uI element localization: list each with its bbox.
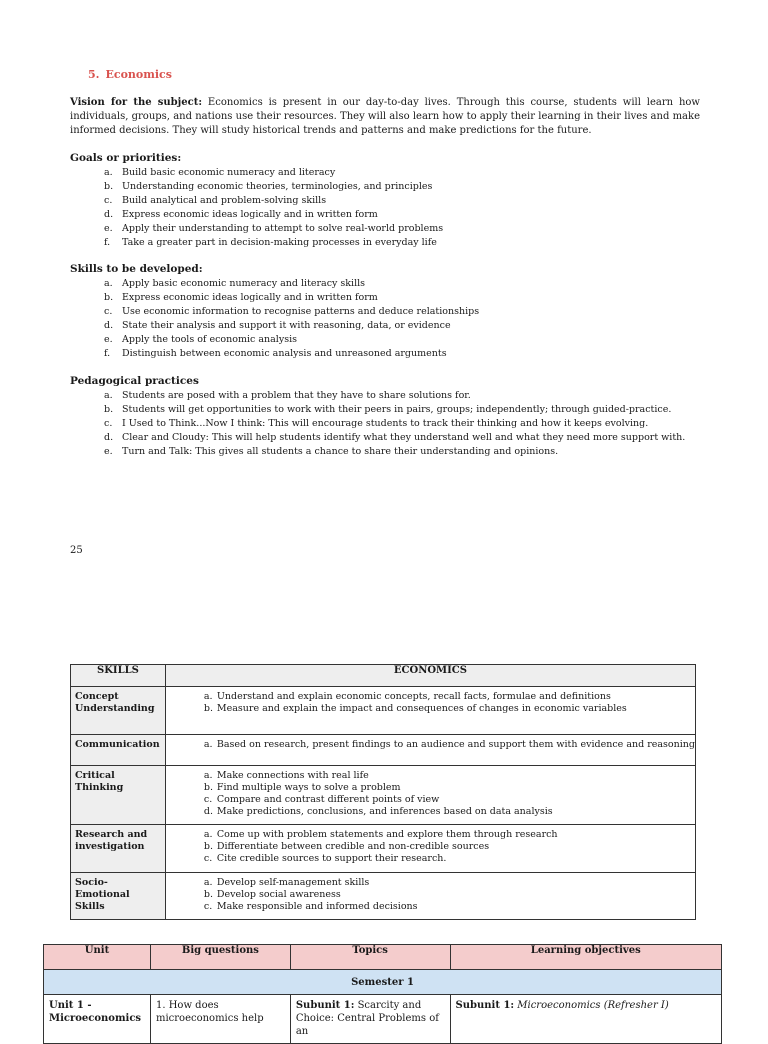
list-item (104, 236, 443, 250)
skill-objective-text: Differentiate between credible and non-credible sources (216, 841, 490, 852)
skill-objective-list (204, 770, 695, 818)
list-item-text: Students are posed with a problem that they have to share solutions for. (122, 390, 471, 401)
learning-objectives-header: Learning objectives (450, 945, 721, 970)
list-item-text: I Used to Think...Now I think: This will encourage students to track their thinking and how it keeps evolving. (122, 417, 649, 429)
section-number: 5. (88, 68, 100, 81)
vision-label: Vision for the subject: (70, 97, 203, 108)
topics-header: Topics (290, 945, 450, 970)
skill-objective-text: Find multiple ways to solve a problem (216, 782, 401, 793)
list-marker: a. (104, 278, 113, 289)
skills-row (71, 735, 696, 766)
skill-objective (204, 770, 695, 782)
skill-objective-text: Make responsible and informed decisions (216, 901, 418, 912)
skill-objective-list (204, 877, 695, 913)
list-item (104, 333, 479, 347)
units-table (43, 944, 722, 1044)
list-item (104, 445, 685, 459)
list-item-text: Express economic ideas logically and in written form (122, 291, 378, 303)
list-item (104, 291, 479, 305)
list-marker: d. (104, 431, 114, 443)
skill-objective-text: Come up with problem statements and explore them through research (216, 829, 558, 840)
skills-table (70, 664, 696, 920)
skills-row (71, 766, 696, 825)
list-item (104, 208, 443, 222)
list-item (104, 431, 685, 445)
list-item-text: Turn and Talk: This gives all students a chance to share their understanding and opinions. (122, 445, 559, 457)
unit-cell: Unit 1 - Microeconomics (44, 995, 151, 1044)
list-marker: a. (104, 390, 113, 401)
skill-name: Research and investigation (71, 825, 166, 873)
skill-objective-text: Measure and explain the impact and consequences of changes in economic variables (216, 703, 627, 714)
list-marker: a. (104, 167, 113, 178)
list-item-text: Students will get opportunities to work with their peers in pairs, groups; independently; through guided-practice. (122, 403, 672, 415)
skill-name: Critical Thinking (71, 766, 166, 825)
skill-objective-list (204, 829, 695, 865)
list-marker: a. (203, 829, 213, 840)
list-marker: b. (203, 782, 213, 793)
skill-objective (204, 829, 695, 841)
skill-objectives (165, 825, 695, 873)
list-item (104, 277, 479, 291)
list-marker: c. (104, 305, 113, 317)
goals-list (104, 166, 443, 249)
skill-objective (204, 889, 695, 901)
skills-header-row (71, 665, 696, 687)
pedagogy-list (104, 389, 685, 459)
skill-objective-text: Cite credible sources to support their research. (216, 853, 447, 864)
list-marker: c. (203, 794, 213, 805)
skill-name: Socio-Emotional Skills (71, 873, 166, 920)
skill-objectives (165, 873, 695, 920)
page-number: 25 (70, 545, 83, 556)
list-marker: e. (104, 445, 113, 457)
list-marker: e. (104, 222, 113, 234)
list-marker: c. (104, 417, 113, 429)
skills-row (71, 825, 696, 873)
list-marker: b. (203, 841, 213, 852)
skill-objective-text: Develop social awareness (216, 889, 341, 900)
list-item (104, 166, 443, 180)
skill-objective (204, 739, 695, 751)
skill-objectives (165, 735, 695, 766)
list-item (104, 319, 479, 333)
list-marker: b. (203, 703, 213, 714)
skill-objectives (165, 687, 695, 735)
list-marker: b. (104, 403, 114, 415)
list-item-text: Use economic information to recognise patterns and deduce relationships (122, 305, 480, 317)
unit-header: Unit (44, 945, 151, 970)
list-marker: d. (104, 208, 114, 220)
list-item (104, 347, 479, 361)
vision-paragraph (70, 96, 700, 137)
skill-objective (204, 782, 695, 794)
list-marker: f. (104, 347, 111, 359)
list-item-text: Apply their understanding to attempt to solve real-world problems (122, 222, 444, 234)
pedagogy-heading: Pedagogical practices (70, 375, 199, 387)
vision-text: Economics is present in our day-to-day lives. Through this course, students will learn how individuals, groups, and nations use their resources. They will also learn how to apply their learning in their lives and make informed decisions. They will study historical trends and patterns and make predictions for the future. (70, 97, 700, 136)
list-item (104, 194, 443, 208)
skills-row (71, 687, 696, 735)
skill-objective (204, 806, 695, 818)
skill-name: Communication (71, 735, 166, 766)
list-item (104, 222, 443, 236)
skill-objective-text: Make connections with real life (216, 770, 369, 781)
topic-cell (290, 995, 450, 1044)
skill-objective (204, 853, 695, 865)
list-item-text: Distinguish between economic analysis and unreasoned arguments (122, 347, 447, 359)
semester-label: Semester 1 (44, 970, 722, 995)
unit-row (44, 995, 722, 1044)
section-title (88, 68, 172, 81)
list-marker: c. (104, 194, 113, 206)
skill-objective (204, 841, 695, 853)
list-marker: a. (203, 877, 213, 888)
list-item (104, 389, 685, 403)
learning-objective-cell (450, 995, 721, 1044)
list-item-text: Understanding economic theories, terminologies, and principles (122, 180, 433, 192)
lo-subunit-label: Subunit 1: (455, 1000, 515, 1011)
skill-objective-list (204, 739, 695, 751)
goals-heading: Goals or priorities: (70, 152, 182, 164)
skills-dev-list (104, 277, 479, 360)
lo-text: Microeconomics (Refresher I) (514, 1000, 669, 1011)
units-header-row (44, 945, 722, 970)
list-item-text: Take a greater part in decision-making processes in everyday life (122, 236, 437, 248)
list-item (104, 305, 479, 319)
skill-objective-text: Compare and contrast different points of view (216, 794, 440, 805)
list-marker: a. (203, 739, 213, 750)
list-marker: a. (203, 770, 213, 781)
list-item-text: Build basic economic numeracy and literacy (122, 167, 336, 178)
list-item (104, 403, 685, 417)
list-item-text: Build analytical and problem-solving skills (122, 194, 327, 206)
list-item-text: Apply basic economic numeracy and literacy skills (122, 278, 366, 289)
skill-objectives (165, 766, 695, 825)
skill-objective-list (204, 691, 695, 715)
skill-objective-text: Make predictions, conclusions, and inferences based on data analysis (216, 806, 553, 817)
skills-header: SKILLS (71, 665, 166, 687)
list-item-text: Clear and Cloudy: This will help students identify what they understand well and what they need more support with. (122, 431, 686, 443)
skill-objective-text: Develop self-management skills (216, 877, 370, 888)
topic-text: Scarcity and Choice: Central Problems of an (295, 1000, 439, 1037)
list-item (104, 417, 685, 431)
skill-objective (204, 794, 695, 806)
list-marker: c. (203, 901, 213, 912)
list-marker: a. (203, 691, 213, 702)
big-question-cell: 1. How does microeconomics help (150, 995, 290, 1044)
list-marker: c. (203, 853, 213, 864)
skill-objective (204, 901, 695, 913)
list-item-text: Express economic ideas logically and in written form (122, 208, 378, 220)
skills-dev-heading: Skills to be developed: (70, 263, 203, 275)
semester-row (44, 970, 722, 995)
skill-objective (204, 691, 695, 703)
list-marker: f. (104, 236, 111, 248)
list-marker: b. (104, 291, 114, 303)
skills-row (71, 873, 696, 920)
skill-objective-text: Understand and explain economic concepts, recall facts, formulae and definitions (216, 691, 611, 702)
topic-subunit-label: Subunit 1: (295, 1000, 355, 1011)
skill-objective-text: Based on research, present findings to an audience and support them with evidence and reasoning (216, 739, 695, 750)
list-marker: e. (104, 333, 113, 345)
big-questions-header: Big questions (150, 945, 290, 970)
skill-objective (204, 877, 695, 889)
skill-name: Concept Understanding (71, 687, 166, 735)
list-item (104, 180, 443, 194)
list-marker: d. (104, 319, 114, 331)
economics-header: ECONOMICS (165, 665, 695, 687)
list-marker: b. (203, 889, 213, 900)
list-item-text: Apply the tools of economic analysis (122, 333, 297, 345)
list-marker: d. (203, 806, 213, 817)
list-marker: b. (104, 180, 114, 192)
section-name: Economics (105, 68, 172, 81)
list-item-text: State their analysis and support it with reasoning, data, or evidence (122, 319, 451, 331)
skill-objective (204, 703, 695, 715)
